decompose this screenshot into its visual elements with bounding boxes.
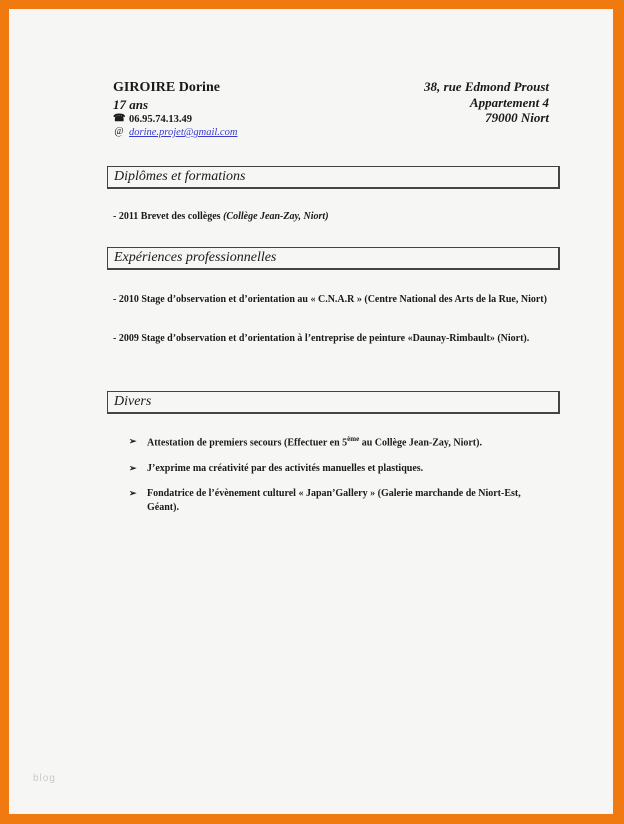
at-icon: @	[114, 126, 124, 138]
phone-icon: ☎	[113, 113, 126, 125]
address-street: 38, rue Edmond Proust	[424, 79, 549, 94]
address-city: 79000 Niort	[485, 110, 549, 126]
experience-entry: - 2009 Stage d’observation et d’orientation à l’entreprise de peinture «Daunay-Rimbault» (Niort).	[113, 333, 530, 344]
section-title-diplomes: Diplômes et formations	[107, 166, 560, 189]
diploma-school: (Collège Jean-Zay, Niort)	[223, 211, 329, 222]
divers-list	[129, 435, 549, 526]
experience-entry: - 2010 Stage d’observation et d’orientation au « C.N.A.R » (Centre National des Arts de la Rue, Niort)	[113, 294, 547, 305]
address-block	[424, 79, 549, 126]
arrow-bullet-icon: ➢	[129, 436, 137, 446]
list-item: ➢ Attestation de premiers secours (Effectuer en 5ème au Collège Jean-Zay, Niort).	[129, 435, 482, 449]
section-title-experiences: Expériences professionnelles	[107, 247, 560, 270]
candidate-age: 17 ans	[113, 96, 149, 112]
watermark: blog	[33, 773, 56, 784]
diploma-entry	[113, 210, 547, 224]
list-item: ➢ J’exprime ma créativité par des activités manuelles et plastiques.	[129, 462, 424, 474]
resume-page	[9, 9, 613, 814]
email-line	[113, 126, 237, 139]
contact-block	[113, 79, 237, 139]
address-apartment: Appartement 4	[469, 94, 549, 110]
diploma-text: - 2011 Brevet des collèges	[113, 211, 224, 222]
arrow-bullet-icon: ➢	[129, 488, 137, 499]
section-title-divers: Divers	[107, 391, 560, 414]
candidate-name: GIROIRE Dorine	[113, 80, 220, 95]
phone-line	[113, 113, 237, 126]
list-item: ➢ Fondatrice de l’évènement culturel « Japan’Gallery » (Galerie marchande de Niort-Est, Géant).	[129, 488, 521, 513]
email-link[interactable]: dorine.projet@gmail.com	[129, 126, 238, 138]
phone-number: 06.95.74.13.49	[129, 113, 192, 125]
arrow-bullet-icon: ➢	[129, 462, 137, 473]
